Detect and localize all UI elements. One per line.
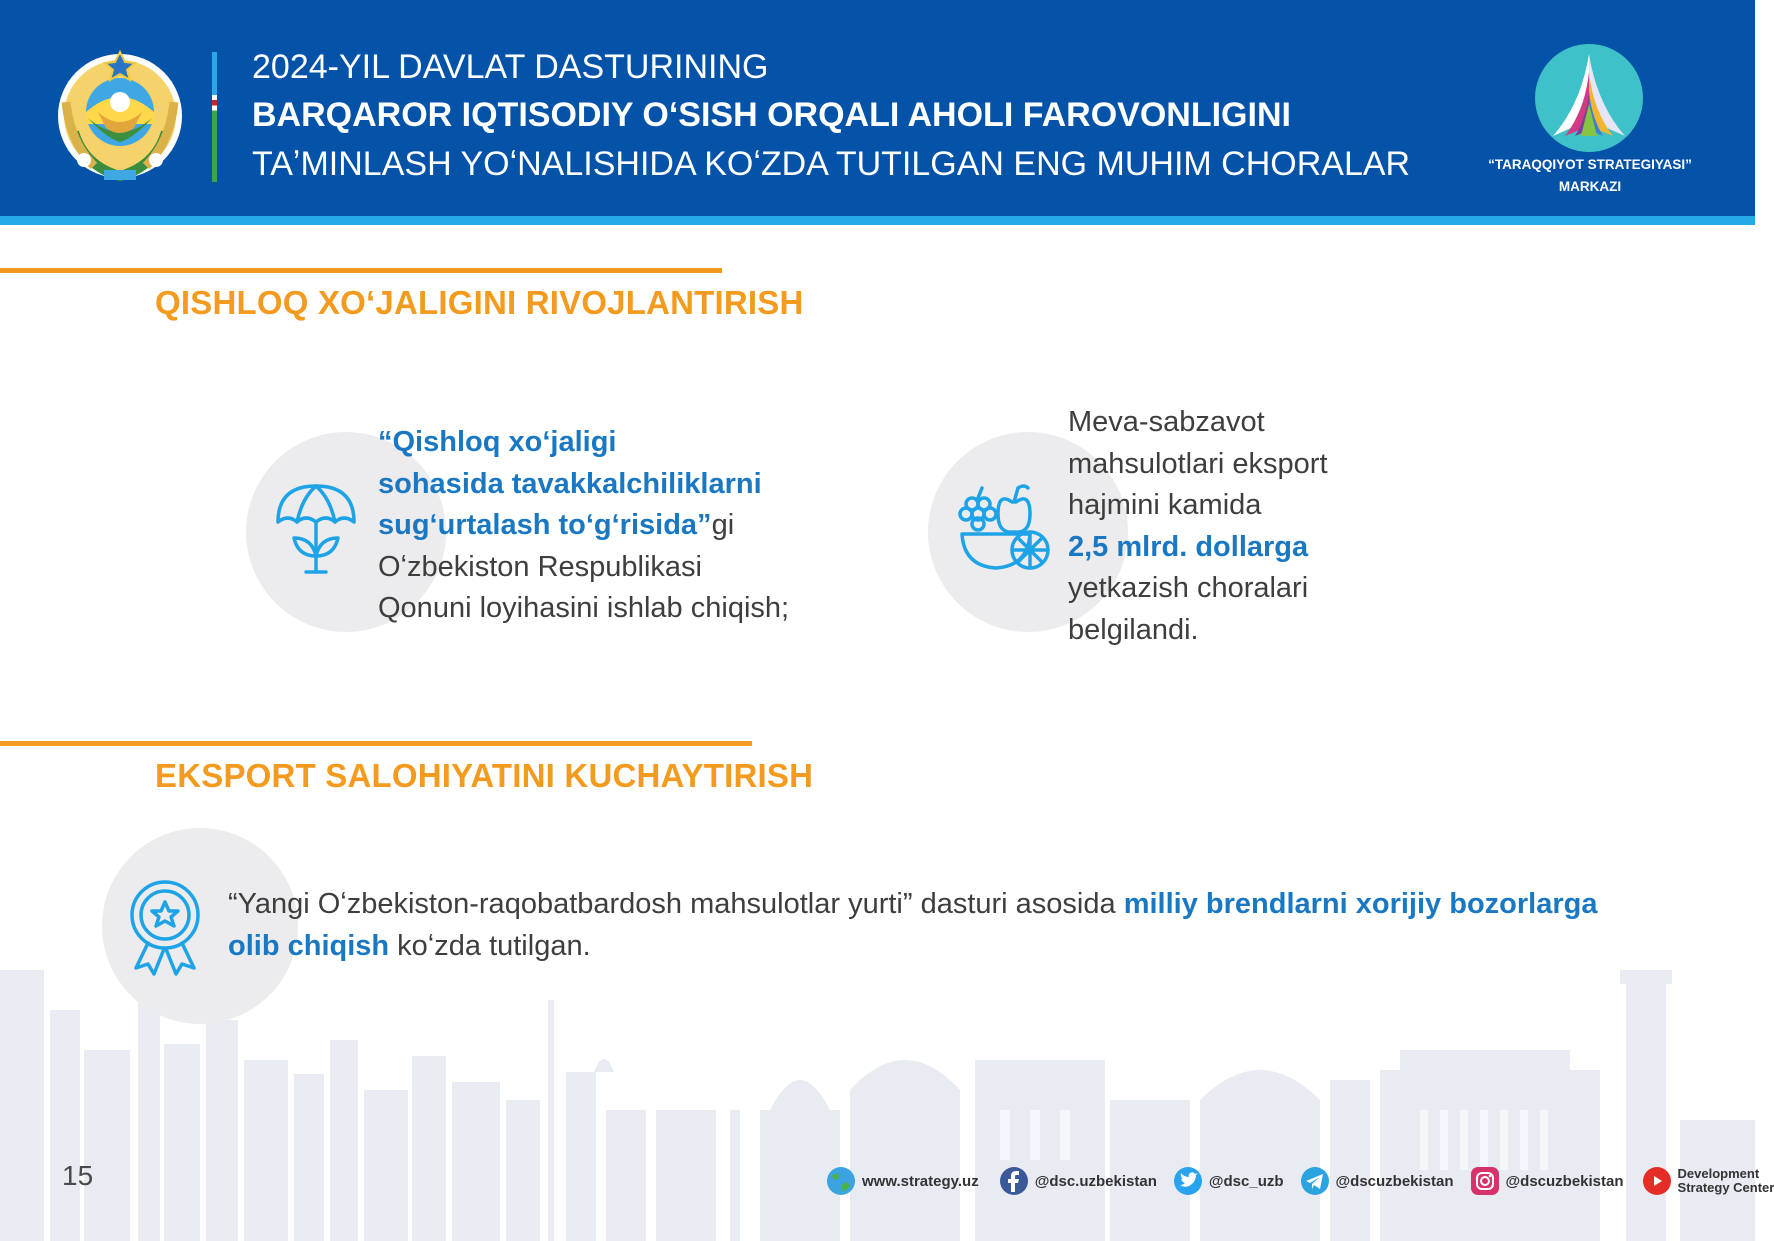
facebook-link[interactable]: @dsc.uzbekistan [999, 1166, 1157, 1196]
twitter-icon [1173, 1166, 1203, 1196]
youtube-icon [1642, 1166, 1672, 1196]
section-divider [0, 741, 752, 746]
youtube-link[interactable]: Development Strategy Center [1642, 1166, 1774, 1196]
header-title-line3: TAʼMINLASH YOʻNALISHIDA KOʻZDA TUTILGAN ENG MUHIM CHORALAR [252, 145, 1411, 183]
agri-insurance-text: “Qishloq xoʻjaligi sohasida tavakkalchiliklarni sugʻurtalash toʻgʻrisida”gi Oʻzbekiston Respublikasi Qonuni loyihasini ishlab chiqish; [378, 426, 790, 624]
section-title-export: EKSPORT SALOHIYATINI KUCHAYTIRISH [155, 757, 814, 794]
section-title-agriculture: QISHLOQ XOʻJALIGINI RIVOJLANTIRISH [155, 284, 804, 321]
fruit-basket-icon [958, 482, 1054, 574]
umbrella-plant-icon [274, 482, 358, 574]
globe-icon [826, 1166, 856, 1196]
flag-stripe-divider [212, 52, 217, 182]
section-divider [0, 268, 722, 273]
city-skyline-background [0, 960, 1755, 1241]
website-link[interactable]: www.strategy.uz [826, 1166, 979, 1196]
telegram-icon [1300, 1166, 1330, 1196]
dsc-logo-icon [1535, 44, 1643, 152]
header-banner [0, 0, 1755, 225]
facebook-icon [999, 1166, 1029, 1196]
state-emblem-icon [54, 42, 186, 186]
national-brands-text: “Yangi Oʻzbekiston-raqobatbardosh mahsulotlar yurti” dasturi asosida milliy brendlarni xorijiy bozorlarga olib chiqish koʻzda tutilgan. [228, 888, 1598, 962]
page-number: 15 [62, 1160, 94, 1191]
twitter-link[interactable]: @dsc_uzb [1173, 1166, 1284, 1196]
telegram-link[interactable]: @dscuzbekistan [1300, 1166, 1454, 1196]
instagram-icon [1470, 1166, 1500, 1196]
award-medal-icon [128, 878, 202, 976]
org-name: “TARAQQIYOT STRATEGIYASI” MARKAZI [1488, 157, 1692, 194]
header-title-line2: BARQAROR IQTISODIY OʻSISH ORQALI AHOLI FAROVONLIGINI [252, 96, 1291, 134]
export-target-text: Meva-sabzavot mahsulotlari eksport hajmini kamida 2,5 mlrd. dollarga yetkazish choralari belgilandi. [1068, 406, 1328, 646]
header-title-line1: 2024-YIL DAVLAT DASTURINING [252, 48, 769, 86]
footer-links [826, 1166, 1774, 1196]
instagram-link[interactable]: @dscuzbekistan [1470, 1166, 1624, 1196]
